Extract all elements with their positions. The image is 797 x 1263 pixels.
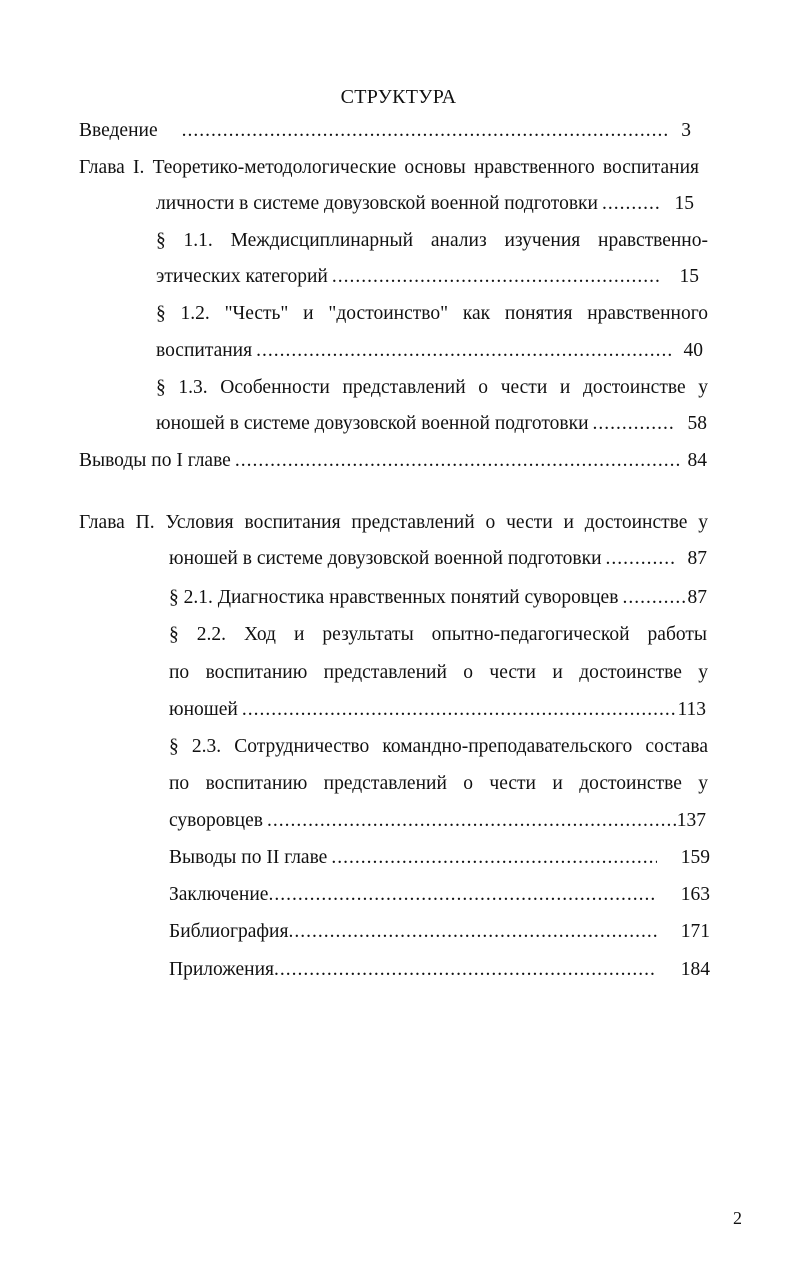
toc-page-number: 58	[687, 413, 707, 434]
toc-page-number: 15	[674, 193, 694, 214]
toc-page-number: 87	[687, 548, 707, 569]
toc-entry-intro	[79, 118, 691, 144]
toc-page-number: 15	[679, 266, 699, 287]
toc-section-2-3-heading: § 2.3. Сотрудничество командно-преподавательского состава	[169, 736, 708, 757]
toc-label: Библиография	[169, 921, 289, 942]
toc-leader-dots	[274, 957, 657, 983]
toc-section-2-1	[169, 585, 707, 611]
toc-label: Выводы по I главе	[79, 450, 231, 471]
toc-label: Выводы по II главе	[169, 847, 328, 868]
toc-section-1-1-heading: § 1.1. Междисциплинарный анализ изучения нравственно-	[156, 230, 708, 251]
toc-entry-conclusion	[169, 882, 710, 908]
toc-entry-appendices	[169, 957, 710, 983]
toc-chapter-1-continuation	[156, 191, 694, 217]
toc-page-number: 84	[687, 450, 707, 471]
toc-leader-dots	[332, 264, 662, 290]
page-title: СТРУКТУРА	[340, 86, 457, 108]
toc-label: воспитания	[156, 340, 253, 361]
toc-section-2-2-line-2: по воспитанию представлений о чести и достоинстве у	[169, 662, 708, 683]
toc-leader-dots	[268, 882, 656, 908]
toc-page-number: 159	[680, 847, 710, 868]
toc-leader-dots	[267, 808, 677, 834]
toc-page-number: 40	[683, 340, 703, 361]
toc-chapter-1-heading: Глава I. Теоретико-методологические основы нравственного воспитания	[79, 157, 699, 178]
toc-page-number: 171	[680, 921, 710, 942]
toc-label: Приложения	[169, 959, 274, 980]
toc-section-1-1-continuation	[156, 264, 699, 290]
toc-chapter-2-continuation	[169, 546, 707, 572]
page-number: 2	[733, 1208, 742, 1228]
toc-label: юношей в системе довузовской военной подготовки	[169, 548, 602, 569]
toc-label: личности в системе довузовской военной подготовки	[156, 193, 598, 214]
toc-label: юношей в системе довузовской военной подготовки	[156, 413, 589, 434]
toc-section-2-3-line-2: по воспитанию представлений о чести и достоинстве у	[169, 773, 708, 794]
toc-leader-dots	[242, 697, 678, 723]
toc-label: этических категорий	[156, 266, 328, 287]
toc-label: Заключение	[169, 884, 269, 905]
toc-section-2-3-continuation	[169, 808, 706, 834]
toc-leader-dots	[235, 448, 682, 474]
toc-section-2-2-continuation	[169, 697, 706, 723]
toc-entry-bibliography	[169, 919, 710, 945]
toc-page-number: 184	[680, 959, 710, 980]
toc-section-1-2-continuation	[156, 338, 703, 364]
toc-leader-dots	[182, 118, 668, 144]
toc-leader-dots	[256, 338, 671, 364]
toc-leader-dots	[593, 411, 676, 437]
toc-chapter-2-heading: Глава П. Условия воспитания представлений о чести и достоинстве у	[79, 512, 708, 533]
toc-section-1-3-continuation	[156, 411, 707, 437]
toc-page-number: 137	[676, 810, 706, 831]
toc-section-1-2-heading: § 1.2. "Честь" и "достоинство" как понятия нравственного	[156, 303, 708, 324]
toc-leader-dots	[331, 845, 656, 871]
toc-label: Введение	[79, 120, 158, 141]
toc-page-number: 163	[680, 884, 710, 905]
toc-leader-dots	[606, 546, 674, 572]
toc-leader-dots	[288, 919, 656, 945]
toc-label: § 2.1. Диагностика нравственных понятий суворовцев	[169, 587, 619, 608]
toc-leader-dots	[602, 191, 659, 217]
toc-entry-chapter-1-conclusions	[79, 448, 707, 474]
toc-entry-chapter-2-conclusions	[169, 845, 710, 871]
toc-section-1-3-heading: § 1.3. Особенности представлений о чести и достоинстве у	[156, 377, 708, 398]
toc-leader-dots	[622, 585, 687, 611]
toc-page-number: 3	[681, 120, 691, 141]
toc-page-number: 87	[687, 587, 707, 608]
toc-label: юношей	[169, 699, 238, 720]
toc-label: суворовцев	[169, 810, 263, 831]
toc-page-number: 113	[677, 699, 706, 720]
toc-section-2-2-heading: § 2.2. Ход и результаты опытно-педагогической работы	[169, 624, 707, 645]
